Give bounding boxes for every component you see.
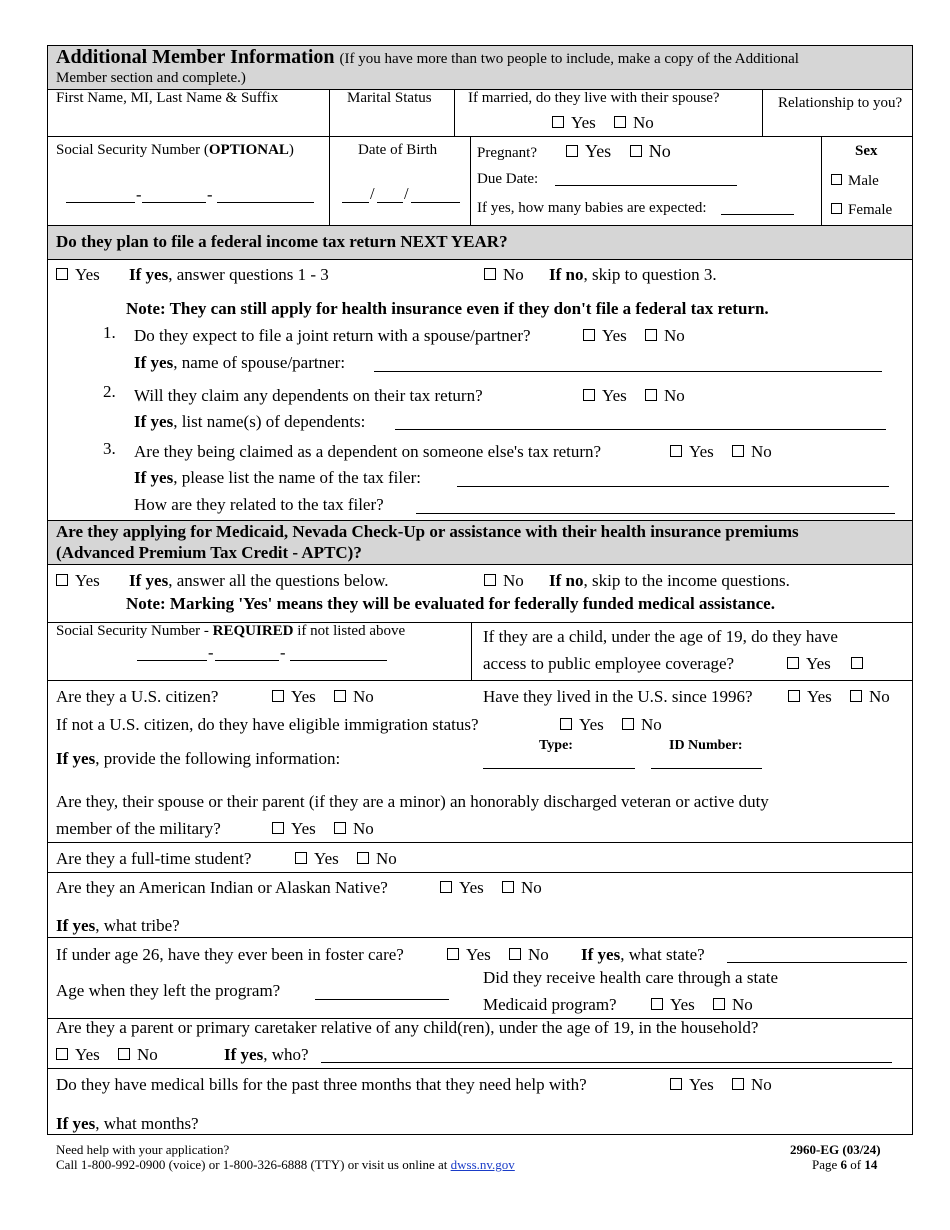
immigration-type-field[interactable] — [483, 768, 635, 769]
checkbox-icon — [732, 1078, 744, 1090]
immigration-yes-checkbox[interactable] — [560, 715, 604, 735]
foster-no-checkbox[interactable] — [509, 945, 549, 965]
caretaker-who-field[interactable] — [321, 1062, 892, 1063]
medicaid-yes-checkbox[interactable] — [56, 571, 100, 591]
checkbox-icon — [788, 690, 800, 702]
checkbox-icon — [831, 174, 842, 185]
ssn-dash: - — [280, 643, 286, 662]
yes-label: Yes — [602, 386, 627, 405]
native-options — [440, 878, 542, 898]
tax-section-title — [56, 232, 508, 252]
joint-return-options — [583, 326, 685, 346]
joint-return-no-checkbox[interactable] — [645, 326, 685, 346]
sex-female-checkbox[interactable] — [831, 202, 892, 219]
due-date-field[interactable] — [555, 185, 737, 186]
divider — [47, 842, 913, 843]
if-yes-bold: If yes — [134, 353, 174, 372]
yes-label: Yes — [291, 687, 316, 706]
page-prefix: Page — [812, 1157, 841, 1172]
marital-status-label: Marital Status — [347, 90, 432, 106]
medicaid-note-text: Note: Marking 'Yes' means they will be evaluated for federally funded medical assistance. — [126, 594, 775, 613]
if-no-text: , skip to question 3. — [583, 265, 717, 284]
lived-since-1996-options — [788, 687, 890, 707]
checkbox-icon — [630, 145, 642, 157]
yes-label: Yes — [806, 654, 831, 673]
bottom-border — [47, 1134, 913, 1135]
female-label: Female — [848, 202, 893, 218]
ssn-label-text: Social Security Number - — [56, 623, 213, 639]
caretaker-no-checkbox[interactable] — [118, 1045, 158, 1065]
claimed-dependent-options — [670, 442, 772, 462]
lived-since-1996-question: Have they lived in the U.S. since 1996? — [483, 687, 753, 706]
no-label: No — [137, 1045, 158, 1064]
dependents-yes-checkbox[interactable] — [583, 386, 627, 406]
type-label — [539, 738, 573, 754]
claimed-dependent-question: Are they being claimed as a dependent on someone else's tax return? — [134, 442, 602, 461]
state-medicaid-question: Did they receive health care through a state — [483, 968, 779, 987]
ssn-label-bold: OPTIONAL — [208, 142, 289, 158]
form-id-text: 2960-EG (03/24) — [790, 1142, 881, 1157]
divider — [47, 259, 913, 260]
yes-label: Yes — [670, 995, 695, 1014]
sex-label-text: Sex — [855, 143, 878, 159]
divider — [47, 520, 913, 521]
checkbox-icon — [583, 329, 595, 341]
divider — [471, 622, 472, 680]
student-no-checkbox[interactable] — [357, 849, 397, 869]
yes-label: Yes — [689, 1075, 714, 1094]
checkbox-icon — [502, 881, 514, 893]
live-with-spouse-question: If married, do they live with their spouse? — [468, 90, 720, 106]
provide-info-text: , provide the following information: — [95, 749, 341, 768]
no-label: No — [664, 386, 685, 405]
outer-left-border — [47, 45, 48, 1135]
dob-day-field[interactable] — [377, 202, 403, 203]
foster-yes-checkbox[interactable] — [447, 945, 491, 965]
divider — [47, 872, 913, 873]
medical-bills-options — [670, 1075, 772, 1095]
question-number: 3. — [103, 439, 116, 458]
footer-contact-text: Call 1-800-992-0900 (voice) or 1-800-326-6888 (TTY) or visit us online at — [56, 1157, 451, 1172]
male-label: Male — [848, 173, 879, 189]
age-left-program-field[interactable] — [315, 999, 449, 1000]
if-yes-bold: If yes — [56, 916, 96, 935]
divider — [454, 89, 455, 136]
yes-label: Yes — [75, 265, 100, 284]
if-yes-text: , answer questions 1 - 3 — [168, 265, 329, 284]
ssn-dash: - — [136, 185, 142, 204]
no-label: No — [869, 687, 890, 706]
joint-return-question: Do they expect to file a joint return with a spouse/partner? — [134, 326, 531, 345]
months-text: , what months? — [95, 1114, 199, 1133]
medical-bills-question: Do they have medical bills for the past three months that they need help with? — [56, 1075, 587, 1094]
immigration-id-field[interactable] — [651, 768, 762, 769]
yes-label: Yes — [466, 945, 491, 964]
dependents-names-label — [134, 412, 365, 432]
caretaker-options — [56, 1045, 158, 1065]
checkbox-icon — [56, 1048, 68, 1060]
checkbox-icon — [56, 268, 68, 280]
checkbox-icon — [484, 268, 496, 280]
checkbox-icon — [645, 329, 657, 341]
ssn-required-bold: REQUIRED — [212, 623, 294, 639]
divider — [47, 564, 913, 565]
veteran-no-checkbox[interactable] — [334, 819, 374, 839]
page-indicator — [812, 1157, 877, 1173]
divider — [821, 136, 822, 225]
yes-label: Yes — [314, 849, 339, 868]
tax-note — [126, 299, 769, 319]
divider — [329, 89, 330, 136]
yes-label: Yes — [585, 141, 612, 161]
native-no-checkbox[interactable] — [502, 878, 542, 898]
if-yes-bold: If yes — [224, 1045, 264, 1064]
section-note-cont: Member section and complete.) — [56, 70, 246, 86]
due-date-label: Due Date: — [477, 171, 539, 187]
ssn-required-part3[interactable] — [290, 660, 387, 661]
student-question: Are they a full-time student? — [56, 849, 252, 868]
dob-month-field[interactable] — [342, 202, 369, 203]
child-coverage-yes-checkbox[interactable] — [787, 654, 831, 674]
pregnant-yes-checkbox[interactable] — [566, 141, 611, 162]
medicaid-yes-instruction — [129, 571, 389, 591]
bills-yes-checkbox[interactable] — [670, 1075, 714, 1095]
divider — [762, 89, 763, 136]
pregnant-no-checkbox[interactable] — [630, 141, 671, 162]
ssn-dash: - — [207, 185, 213, 204]
checkbox-icon — [645, 389, 657, 401]
yes-label: Yes — [602, 326, 627, 345]
yes-label: Yes — [75, 1045, 100, 1064]
ssn-required-label — [56, 623, 405, 640]
section-header — [56, 46, 799, 69]
no-label: No — [664, 326, 685, 345]
student-yes-checkbox[interactable] — [295, 849, 339, 869]
yes-label: Yes — [807, 687, 832, 706]
tax-filer-relation-label: How are they related to the tax filer? — [134, 495, 384, 514]
ssn-field-part1[interactable] — [66, 202, 135, 203]
if-yes-text: , answer all the questions below. — [168, 571, 389, 590]
claimed-dependent-yes-checkbox[interactable] — [670, 442, 714, 462]
question-number: 2. — [103, 382, 116, 401]
tax-filer-name-field[interactable] — [457, 486, 889, 487]
checkbox-icon — [509, 948, 521, 960]
tribe-text: , what tribe? — [95, 916, 180, 935]
veteran-question: Are they, their spouse or their parent (if they are a minor) an honorably discharged veteran or active duty — [56, 792, 769, 811]
babies-expected-field[interactable] — [721, 214, 794, 215]
medicaid-no-checkbox[interactable] — [484, 571, 524, 591]
checkbox-icon — [831, 203, 842, 214]
footer-help-contact — [56, 1157, 515, 1173]
divider — [47, 937, 913, 938]
if-yes-bold: If yes — [129, 571, 169, 590]
no-label: No — [732, 995, 753, 1014]
if-no-text: , skip to the income questions. — [583, 571, 790, 590]
divider — [47, 1068, 913, 1069]
yes-label: Yes — [291, 819, 316, 838]
foster-state-field[interactable] — [727, 962, 907, 963]
pregnant-options — [566, 141, 671, 162]
immigration-question: If not a U.S. citizen, do they have eligible immigration status? — [56, 715, 479, 734]
dependents-names-field[interactable] — [395, 429, 886, 430]
citizen-no-checkbox[interactable] — [334, 687, 374, 707]
checkbox-icon — [552, 116, 564, 128]
state-medicaid-yes-checkbox[interactable] — [651, 995, 695, 1015]
section-note: (If you have more than two people to include, make a copy of the Additional — [339, 51, 799, 67]
checkbox-icon — [440, 881, 452, 893]
checkbox-icon — [787, 657, 799, 669]
state-medicaid-options — [651, 995, 753, 1015]
id-number-label-text: ID Number: — [669, 738, 743, 753]
checkbox-icon — [583, 389, 595, 401]
ssn-label-text: Social Security Number ( — [56, 142, 209, 158]
tax-no-checkbox[interactable] — [484, 265, 524, 285]
medicaid-section-title-cont — [56, 543, 362, 563]
yes-label: Yes — [689, 442, 714, 461]
sex-male-checkbox[interactable] — [831, 173, 879, 190]
veteran-question-cont: member of the military? — [56, 819, 221, 838]
no-label: No — [521, 878, 542, 897]
no-label: No — [376, 849, 397, 868]
no-label: No — [503, 265, 524, 284]
dob-slash: / — [404, 184, 409, 203]
divider — [47, 680, 913, 681]
section-title: Additional Member Information — [56, 46, 335, 68]
caretaker-question: Are they a parent or primary caretaker relative of any child(ren), under the age of 19, in the household? — [56, 1018, 759, 1037]
bills-months-label — [56, 1114, 199, 1134]
checkbox-icon — [850, 690, 862, 702]
page-total: 14 — [864, 1157, 878, 1172]
divider — [329, 136, 330, 225]
tax-section-title-text: Do they plan to file a federal income tax return NEXT YEAR? — [56, 232, 508, 251]
id-number-label — [669, 738, 743, 754]
yes-label: Yes — [75, 571, 100, 590]
checkbox-icon — [670, 445, 682, 457]
child-coverage-question: If they are a child, under the age of 19, do they have — [483, 627, 838, 646]
no-label: No — [751, 442, 772, 461]
yes-label: Yes — [579, 715, 604, 734]
if-yes-bold: If yes — [581, 945, 621, 964]
yes-label: Yes — [459, 878, 484, 897]
outer-right-border — [912, 45, 913, 1135]
checkbox-icon — [447, 948, 459, 960]
no-label: No — [528, 945, 549, 964]
tribe-label — [56, 916, 180, 936]
foster-care-options — [447, 945, 549, 965]
checkbox-icon — [732, 445, 744, 457]
divider — [47, 136, 913, 137]
if-yes-bold: If yes — [56, 1114, 96, 1133]
yes-label: Yes — [571, 113, 596, 132]
tax-no-instruction — [549, 265, 717, 285]
if-yes-bold: If yes — [134, 468, 174, 487]
immigration-options — [560, 715, 662, 735]
citizen-question: Are they a U.S. citizen? — [56, 687, 219, 706]
veteran-yes-checkbox[interactable] — [272, 819, 316, 839]
page-of: of — [847, 1157, 865, 1172]
page-number: 6 — [840, 1157, 848, 1172]
dob-year-field[interactable] — [411, 202, 460, 203]
tax-yes-instruction — [129, 265, 329, 285]
spouse-name-field[interactable] — [374, 371, 882, 372]
no-label: No — [503, 571, 524, 590]
foster-state-text: , what state? — [620, 945, 705, 964]
no-label: No — [353, 819, 374, 838]
no-label: No — [648, 141, 671, 161]
checkbox-icon — [334, 690, 346, 702]
question-number: 1. — [103, 323, 116, 342]
checkbox-icon — [651, 998, 663, 1010]
tax-filer-name-label — [134, 468, 421, 488]
ssn-dash: - — [208, 643, 214, 662]
spouse-name-label — [134, 353, 345, 373]
relationship-label: Relationship to you? — [778, 95, 903, 111]
joint-return-yes-checkbox[interactable] — [583, 326, 627, 346]
divider — [470, 136, 471, 225]
native-yes-checkbox[interactable] — [440, 878, 484, 898]
checkbox-icon — [614, 116, 626, 128]
native-question: Are they an American Indian or Alaskan Native? — [56, 878, 388, 897]
tax-note-text: Note: They can still apply for health insurance even if they don't file a federal tax return. — [126, 299, 769, 318]
checkbox-icon — [622, 718, 634, 730]
sex-label — [855, 143, 878, 160]
medicaid-section-title — [56, 522, 799, 542]
caretaker-who-label — [224, 1045, 309, 1065]
ssn-required-part2[interactable] — [215, 660, 279, 661]
tax-filer-relation-field[interactable] — [416, 513, 895, 514]
spouse-name-text: , name of spouse/partner: — [173, 353, 346, 372]
immigration-no-checkbox[interactable] — [622, 715, 662, 735]
ssn-field-part2[interactable] — [142, 202, 206, 203]
tax-filer-name-text: , please list the name of the tax filer: — [173, 468, 422, 487]
dependents-options — [583, 386, 685, 406]
claimed-dependent-no-checkbox[interactable] — [732, 442, 772, 462]
provide-info-label — [56, 749, 340, 769]
footer-help-heading: Need help with your application? — [56, 1142, 230, 1157]
if-no-bold: If no — [549, 571, 584, 590]
name-label: First Name, MI, Last Name & Suffix — [56, 90, 279, 106]
ssn-label-close: ) — [288, 142, 294, 158]
divider — [47, 225, 913, 226]
checkbox-icon — [484, 574, 496, 586]
checkbox-icon — [56, 574, 68, 586]
live-with-spouse-options — [552, 113, 654, 133]
no-label: No — [353, 687, 374, 706]
if-yes-bold: If yes — [56, 749, 96, 768]
bills-no-checkbox[interactable] — [732, 1075, 772, 1095]
ssn-required-part1[interactable] — [137, 660, 207, 661]
student-options — [295, 849, 397, 869]
dob-slash: / — [370, 184, 375, 203]
checkbox-icon — [566, 145, 578, 157]
if-yes-bold: If yes — [129, 265, 169, 284]
ssn-field-part3[interactable] — [217, 202, 314, 203]
checkbox-icon — [851, 657, 863, 669]
checkbox-icon — [272, 690, 284, 702]
medicaid-no-instruction — [549, 571, 790, 591]
spouse-yes-checkbox[interactable] — [552, 113, 596, 133]
checkbox-icon — [357, 852, 369, 864]
medicaid-title-line1: Are they applying for Medicaid, Nevada Check-Up or assistance with their health insurance premiums — [56, 522, 799, 541]
checkbox-icon — [713, 998, 725, 1010]
dob-label: Date of Birth — [358, 142, 438, 158]
form-id — [790, 1142, 881, 1158]
dependents-question: Will they claim any dependents on their tax return? — [134, 386, 483, 405]
tax-yes-checkbox[interactable] — [56, 265, 100, 285]
checkbox-icon — [670, 1078, 682, 1090]
checkbox-icon — [334, 822, 346, 834]
checkbox-icon — [118, 1048, 130, 1060]
state-medicaid-no-checkbox[interactable] — [713, 995, 753, 1015]
citizen-yes-checkbox[interactable] — [272, 687, 316, 707]
child-coverage-question-cont: access to public employee coverage? — [483, 654, 735, 673]
website-link[interactable]: dwss.nv.gov — [450, 1157, 515, 1172]
veteran-options — [272, 819, 374, 839]
if-no-bold: If no — [549, 265, 584, 284]
citizen-options — [272, 687, 374, 707]
checkbox-icon — [295, 852, 307, 864]
lived-yes-checkbox[interactable] — [788, 687, 832, 707]
caretaker-yes-checkbox[interactable] — [56, 1045, 100, 1065]
dependents-names-text: , list name(s) of dependents: — [173, 412, 366, 431]
foster-care-question: If under age 26, have they ever been in foster care? — [56, 945, 404, 964]
no-label: No — [751, 1075, 772, 1094]
who-text: , who? — [263, 1045, 309, 1064]
if-yes-bold: If yes — [134, 412, 174, 431]
spouse-no-checkbox[interactable] — [614, 113, 654, 133]
medicaid-title-line2: (Advanced Premium Tax Credit - APTC)? — [56, 543, 362, 562]
ssn-optional-label — [56, 142, 294, 159]
child-coverage-no-checkbox[interactable] — [851, 654, 870, 674]
lived-no-checkbox[interactable] — [850, 687, 890, 707]
medicaid-note — [126, 594, 775, 614]
no-label: No — [633, 113, 654, 132]
state-medicaid-question-cont: Medicaid program? — [483, 995, 617, 1014]
age-left-program-label: Age when they left the program? — [56, 981, 281, 1000]
no-label: No — [641, 715, 662, 734]
foster-state-label — [581, 945, 705, 965]
pregnant-label: Pregnant? — [477, 145, 537, 161]
dependents-no-checkbox[interactable] — [645, 386, 685, 406]
ssn-label-suffix: if not listed above — [293, 623, 406, 639]
checkbox-icon — [560, 718, 572, 730]
checkbox-icon — [272, 822, 284, 834]
type-label-text: Type: — [539, 738, 573, 753]
babies-expected-label: If yes, how many babies are expected: — [477, 200, 707, 216]
